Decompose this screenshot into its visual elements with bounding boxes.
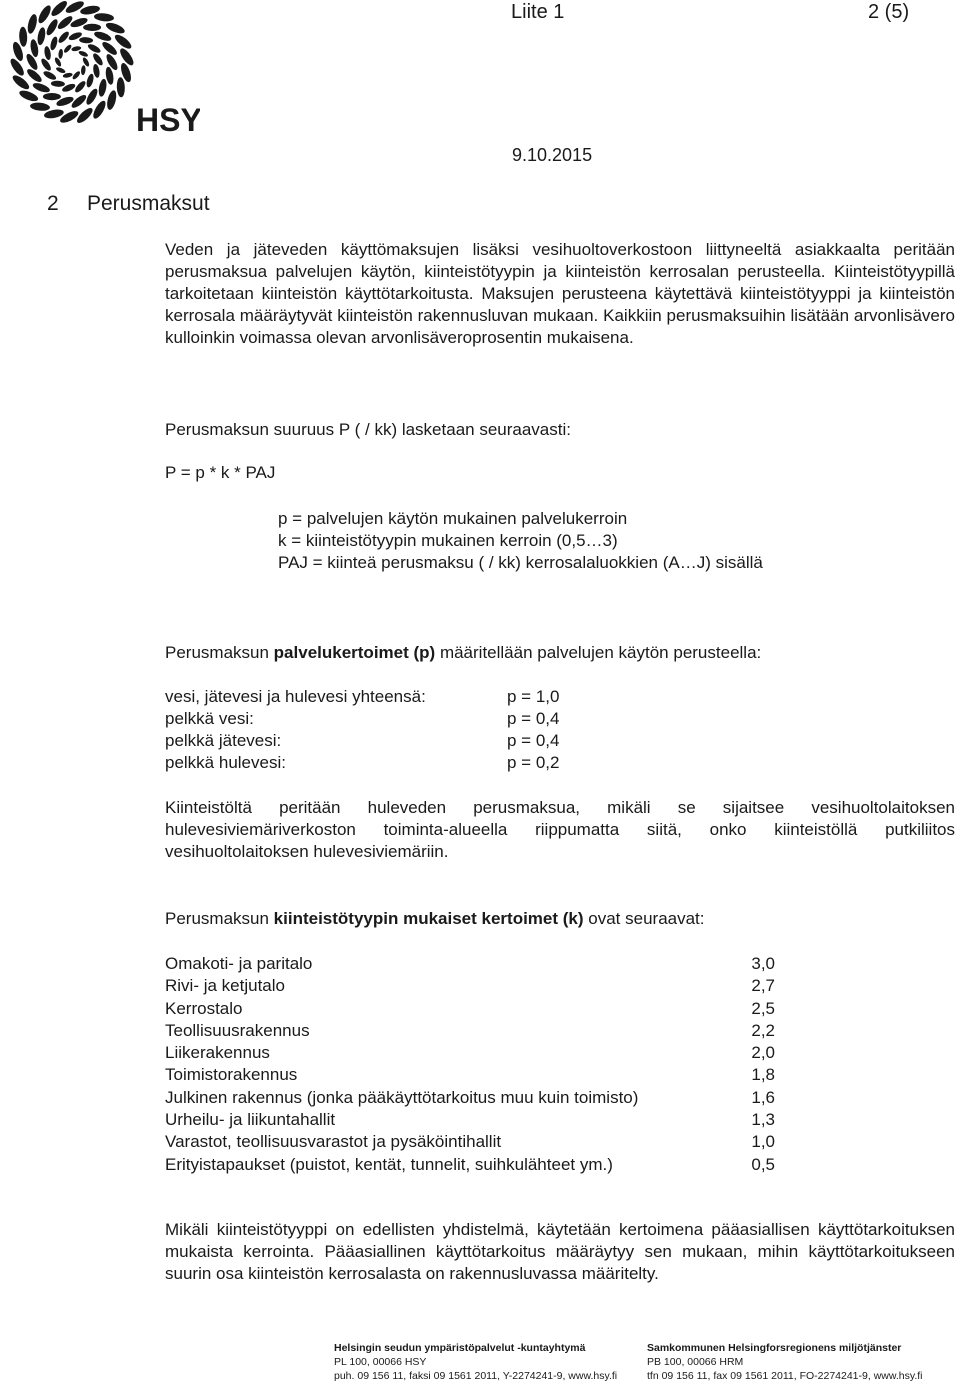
type-factor-row: [165, 1131, 775, 1153]
footer-address: PB 100, 00066 HRM: [647, 1356, 744, 1368]
type-factor-label: Erityistapaukset (puistot, kentät, tunnelit, suihkulähteet ym.): [165, 1154, 613, 1174]
hsy-logo-graphic: [0, 0, 200, 140]
logo-petal: [92, 63, 100, 78]
logo-petal: [36, 27, 46, 46]
logo-petal: [116, 77, 125, 97]
footer-org: Helsingin seudun ympäristöpalvelut -kuntayhtymä: [334, 1342, 586, 1354]
type-factor-value: 2,0: [751, 1043, 775, 1063]
logo-petal: [71, 46, 82, 52]
logo-petal: [30, 102, 51, 112]
document-date: 9.10.2015: [512, 145, 593, 165]
type-factor-value: 1,8: [751, 1065, 775, 1085]
logo-petal: [78, 50, 89, 58]
service-factor-row: [165, 730, 559, 752]
logo-petal: [49, 36, 59, 51]
service-factor-label: pelkkä vesi:: [165, 709, 254, 728]
hsy-logo: [0, 0, 200, 140]
type-factor-row: [165, 1020, 775, 1042]
logo-petal: [118, 46, 136, 67]
attachment-label: Liite 1: [511, 1, 565, 23]
service-factor-label: vesi, jätevesi ja hulevesi yhteensä:: [165, 687, 426, 706]
service-factor-row: [165, 752, 559, 774]
page-number: 2 (5): [868, 1, 910, 23]
logo-petal: [105, 21, 127, 36]
type-factor-table: [165, 953, 775, 1176]
logo-petal: [32, 81, 51, 94]
logo-petal: [105, 89, 118, 110]
logo-petal: [87, 43, 102, 55]
type-factor-label: Toimistorakennus: [165, 1065, 298, 1085]
logo-petal: [51, 80, 65, 87]
service-factor-row: [165, 708, 559, 730]
type-factor-value: 1,6: [751, 1087, 775, 1107]
logo-petal: [56, 14, 74, 31]
service-heading: [165, 642, 955, 664]
size-intro: Perusmaksun suuruus P ( / kk) lasketaan seuraavasti:: [165, 420, 571, 439]
stormwater-note: Kiinteistöltä peritään huleveden perusmaksua, mikäli se sijaitsee vesihuoltolaitoksen hulevesiviemäriverkoston toiminta-alueella riippumatta siitä, onko kiinteistöllä putkiliitos vesihuoltolaitoksen hulevesiviemäriin.: [165, 798, 955, 861]
logo-petal: [58, 49, 63, 59]
logo-petal: [97, 78, 107, 97]
logo-petal: [70, 93, 88, 110]
logo-petal: [84, 87, 99, 106]
type-factor-label: Varastot, teollisuusvarastot ja pysäköintihallit: [165, 1132, 502, 1152]
service-factor-row: [165, 686, 559, 708]
mixed-type-note: Mikäli kiinteistötyyppi on edellisten yhdistelmä, käytetään kertoimena pääasiallisen käyttötarkoituksen mukaista kerrointa. Pääasiallinen käyttötarkoitus määräytyy sen mukaan, mihin käyttötarkoitukseen suurin osa kiinteistön kerrosalasta on rakennusluvassa määritelty.: [165, 1220, 955, 1283]
type-heading-bold: kiinteistötyypin mukaiset kertoimet (k): [273, 909, 584, 928]
service-factor-value: p = 0,4: [507, 709, 560, 728]
definition-paj: PAJ = kiinteä perusmaksu ( / kk) kerrosalaluokkien (A…J) sisällä: [278, 553, 763, 572]
type-factor-row: [165, 1109, 775, 1131]
formula: P = p * k * PAJ: [165, 463, 276, 482]
logo-petal: [79, 37, 93, 44]
type-factor-value: 1,0: [751, 1132, 775, 1152]
logo-petal: [44, 18, 59, 37]
type-factor-label: Teollisuusrakennus: [165, 1020, 310, 1040]
type-factor-row: [165, 1154, 775, 1176]
logo-petal: [25, 67, 43, 84]
logo-petal: [75, 106, 95, 126]
logo-petal: [42, 70, 57, 82]
type-factor-label: Urheilu- ja liikuntahallit: [165, 1110, 336, 1130]
footer-contact: tfn 09 156 11, fax 09 1561 2011, FO-2274241-9, www.hsy.fi: [647, 1370, 923, 1382]
section-number: 2: [47, 192, 59, 215]
service-factor-label: pelkkä hulevesi:: [165, 753, 286, 772]
type-factor-row: [165, 975, 775, 997]
footer-finnish: [334, 1341, 617, 1383]
logo-petal: [94, 12, 115, 22]
logo-petal: [63, 44, 73, 54]
type-factor-label: Rivi- ja ketjutalo: [165, 976, 285, 996]
logo-petal: [81, 65, 86, 75]
definition-list: [278, 508, 938, 574]
service-factor-value: p = 0,4: [507, 731, 560, 750]
service-factor-value: p = 1,0: [507, 687, 560, 706]
type-factor-row: [165, 998, 775, 1020]
logo-petal: [49, 0, 69, 18]
logo-petal: [83, 24, 101, 31]
logo-petal: [43, 93, 61, 100]
type-factor-row: [165, 953, 775, 975]
footer-contact: puh. 09 156 11, faksi 09 1561 2011, Y-2274241-9, www.hsy.fi: [334, 1370, 618, 1382]
logo-petal: [71, 70, 81, 80]
logo-petal: [18, 88, 40, 103]
type-factor-label: Kerrostalo: [165, 998, 243, 1018]
type-heading: [165, 908, 955, 930]
type-factor-value: 1,3: [751, 1110, 775, 1130]
logo-petal: [113, 32, 134, 51]
logo-petal: [73, 79, 87, 93]
logo-text: HSY: [136, 102, 200, 138]
logo-petal: [91, 99, 108, 120]
type-factor-row: [165, 1042, 775, 1064]
footer-swedish: [647, 1341, 923, 1383]
footer-address: PL 100, 00066 HSY: [334, 1356, 427, 1368]
intro-paragraph: Veden ja jäteveden käyttömaksujen lisäksi vesihuoltoverkostoon liittyneeltä asiakkaalta peritään perusmaksua palvelujen käytön, kiinteistötyypin ja kiinteistön kerrosalan perusteella. Kiinteistötyypillä tarkoitetaan kiinteistön käyttötarkoitusta. Maksujen perusteena käytettävä kiinteistötyyppi ja kiinteistön kerrosala määräytyvät kiinteistön rakennusluvan mukaan. Kaikkiin perusmaksuihin lisätään arvonlisävero kulloinkin voimassa olevan arvonlisäveroprosentin mukaisena.: [165, 240, 955, 347]
logo-petal: [85, 73, 95, 88]
service-factor-value: p = 0,2: [507, 753, 560, 772]
type-factor-row: [165, 1087, 775, 1109]
definition-p: p = palvelujen käytön mukainen palvelukerroin: [278, 509, 628, 528]
section-title: Perusmaksut: [87, 192, 210, 215]
type-factor-value: 2,7: [751, 976, 775, 996]
type-factor-value: 2,5: [751, 998, 775, 1018]
service-heading-post: määritellään palvelujen käytön perusteella:: [435, 643, 762, 662]
logo-petal: [57, 30, 71, 44]
service-heading-bold: palvelukertoimet (p): [273, 643, 436, 662]
type-factor-value: 0,5: [751, 1154, 775, 1174]
logo-petal: [55, 66, 66, 74]
section-heading: [47, 192, 210, 216]
logo-petal: [100, 40, 118, 57]
definition-k: k = kiinteistötyypin mukainen kerroin (0,5…3): [278, 531, 618, 550]
logo-petal: [11, 73, 32, 92]
logo-petal: [40, 57, 53, 72]
logo-petal: [36, 4, 53, 25]
logo-petal: [26, 13, 39, 34]
type-factor-row: [165, 1064, 775, 1086]
type-heading-post: ovat seuraavat:: [583, 909, 705, 928]
type-factor-label: Liikerakennus: [165, 1043, 270, 1063]
type-factor-label: Omakoti- ja paritalo: [165, 954, 313, 973]
footer-org: Samkommunen Helsingforsregionens miljötjänster: [647, 1342, 902, 1354]
logo-petal: [43, 46, 51, 61]
service-factor-table: [165, 686, 559, 774]
type-factor-value: 3,0: [751, 954, 775, 973]
service-heading-pre: Perusmaksun: [165, 643, 274, 662]
logo-petal: [8, 57, 26, 78]
logo-petal: [93, 30, 112, 43]
type-factor-value: 2,2: [751, 1020, 775, 1040]
logo-petal: [19, 27, 28, 47]
logo-petal: [91, 52, 104, 67]
type-factor-label: Julkinen rakennus (jonka pääkäyttötarkoitus muu kuin toimisto): [165, 1087, 639, 1107]
logo-petal: [62, 72, 73, 78]
type-heading-pre: Perusmaksun: [165, 909, 274, 928]
service-factor-label: pelkkä jätevesi:: [165, 731, 282, 750]
